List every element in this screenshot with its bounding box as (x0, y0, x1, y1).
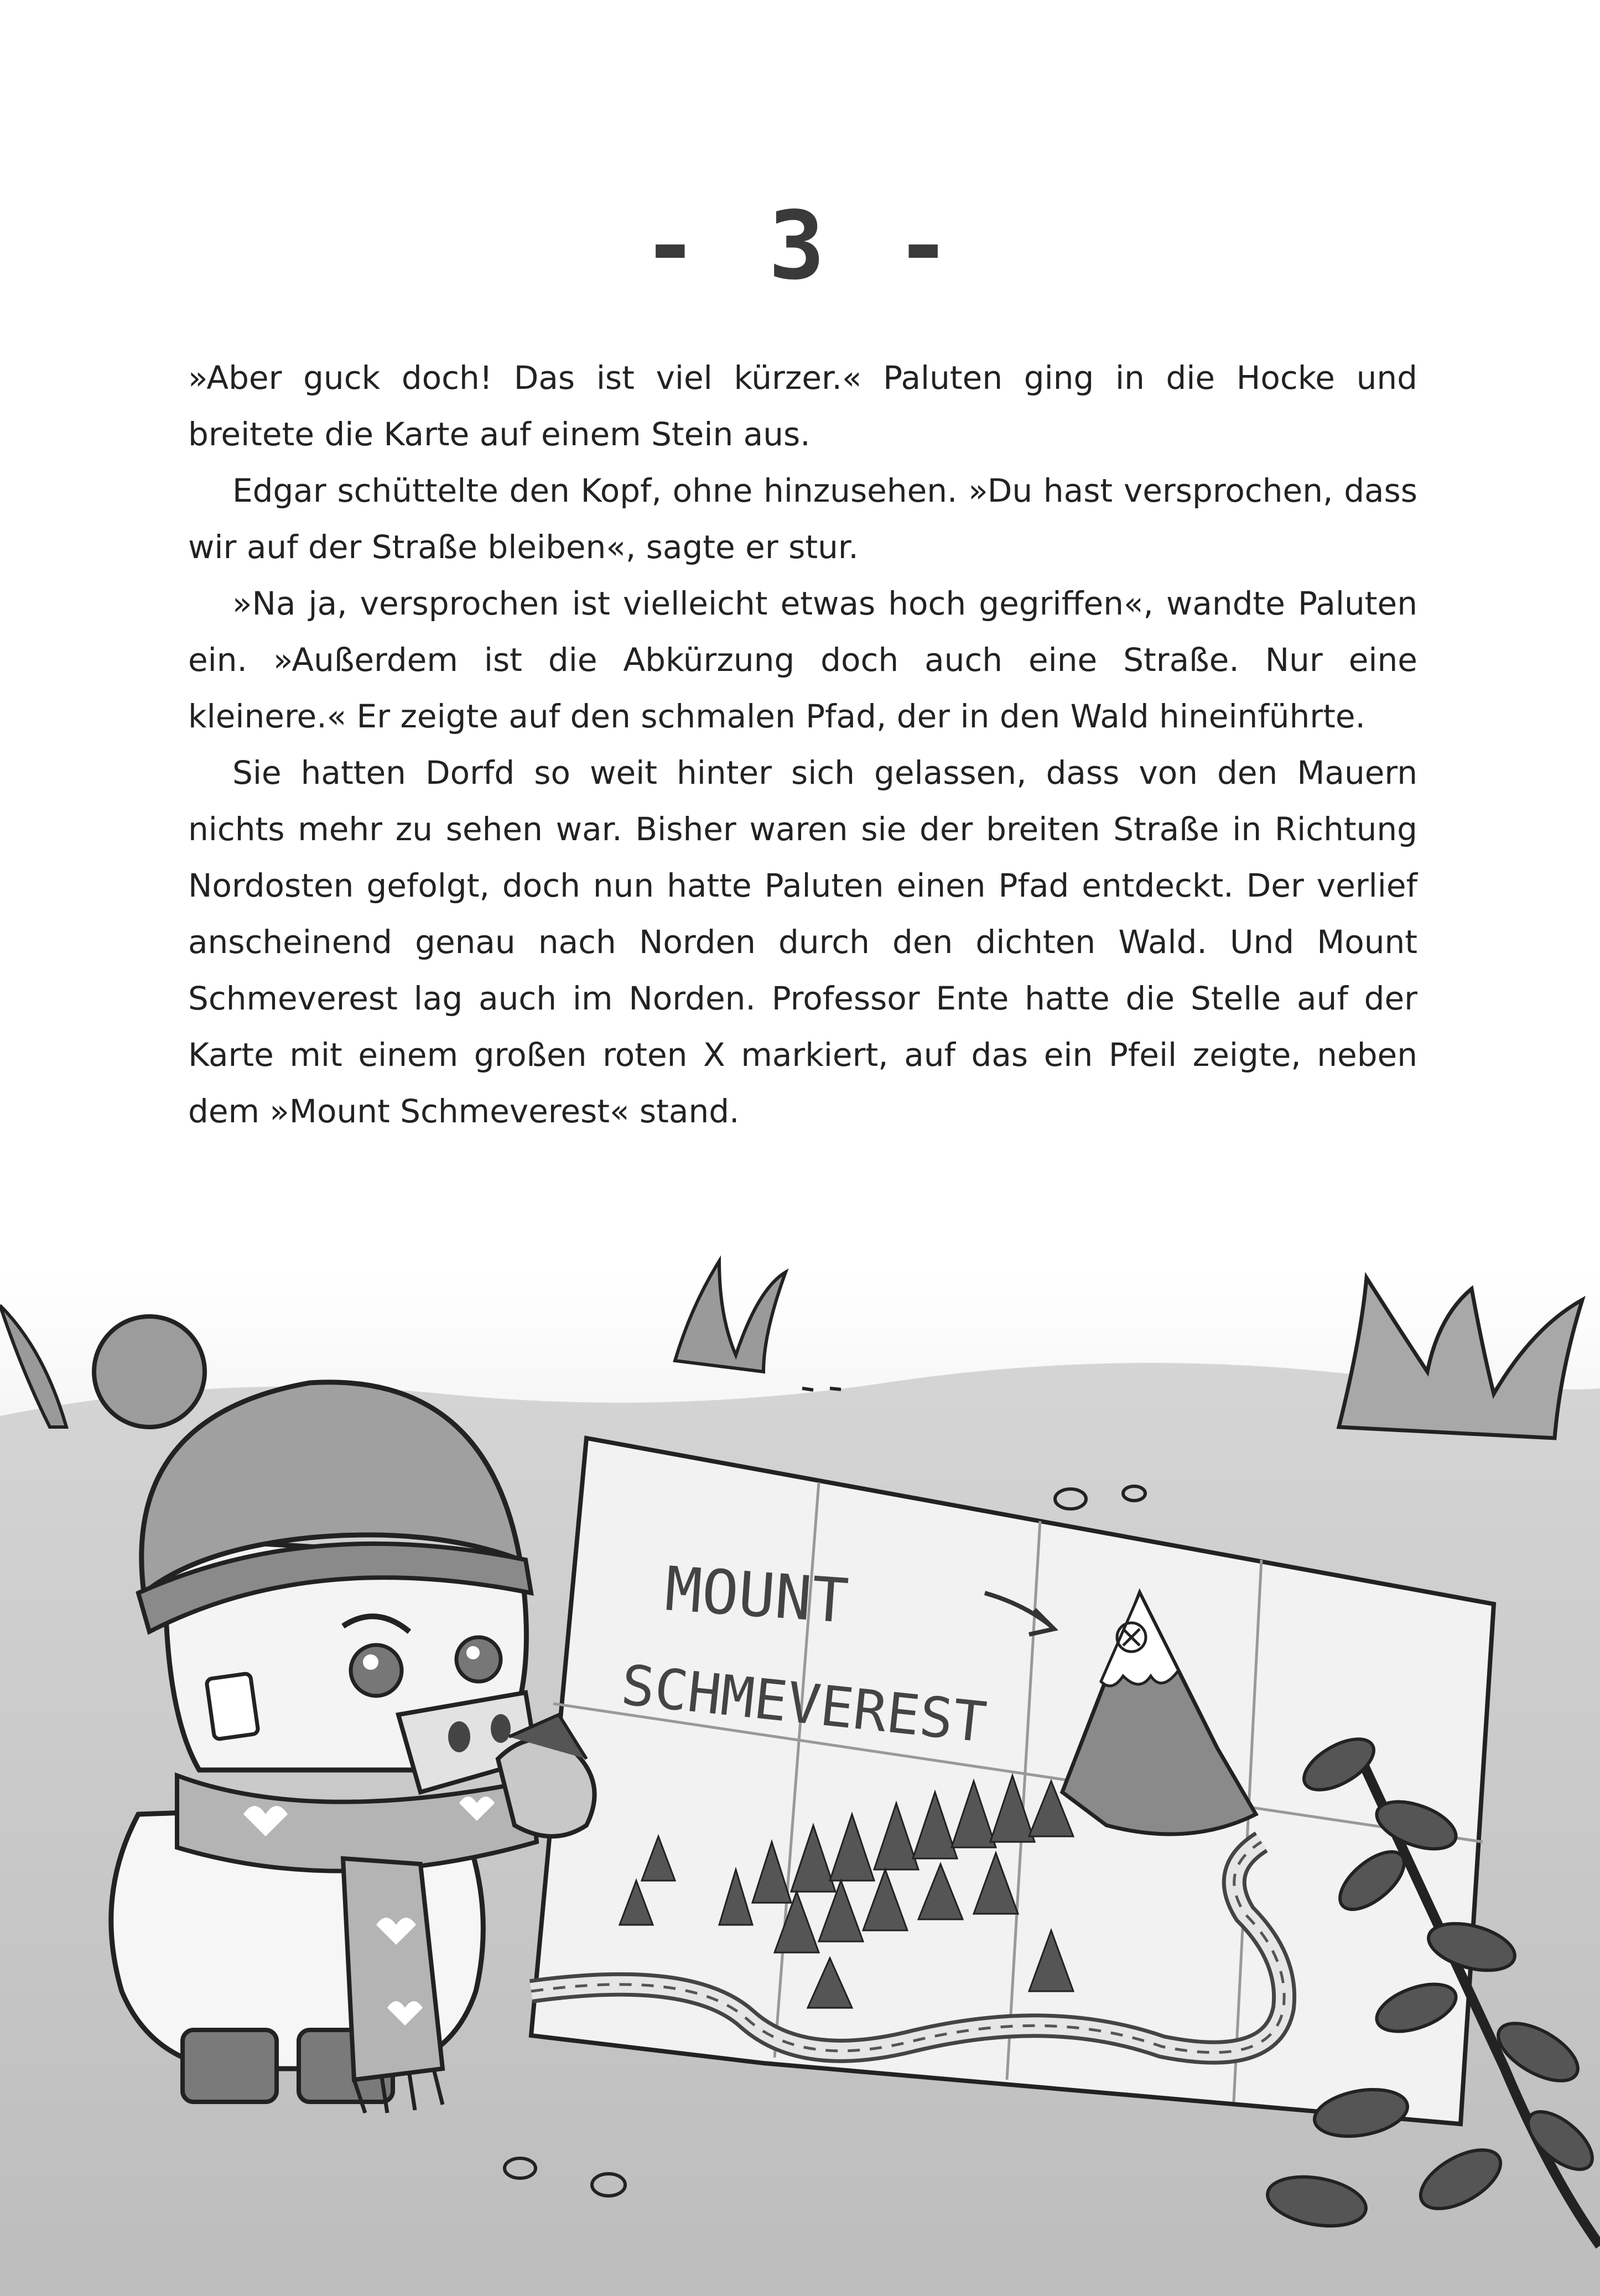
paragraph: Edgar schüttelte den Kopf, ohne hinzusehen. »Du hast versprochen, dass wir auf der Straße bleiben«, sagte er stur. (188, 472, 1417, 566)
map-label-line2: SCHMEVEREST (618, 1652, 990, 1756)
pompom (94, 1316, 205, 1427)
paragraph: »Na ja, versprochen ist vielleicht etwas hoch gegriffen«, wandte Paluten ein. »Außerdem ist die Abkürzung doch auch eine Straße. Nur eine kleinere.« Er zeigte auf den schmalen Pfad, der in den Wald hineinführte. (188, 585, 1417, 735)
paragraph: »Aber guck doch! Das ist viel kürzer.« Paluten ging in die Hocke und breitete die Karte auf einem Stein aus. (188, 359, 1417, 453)
illustration-pig-with-map (0, 1206, 1600, 2296)
body-text (188, 350, 1417, 1139)
paragraph: Sie hatten Dorfd so weit hinter sich gelassen, dass von den Mauern nichts mehr zu sehen war. Bisher waren sie der breiten Straße in Richtung Nordosten gefolgt, doch nun hatte Paluten einen Pfad entdeckt. Der verlief anscheinend genau nach Norden durch den dichten Wald. Und Mount Schmeverest lag auch im Norden. Professor Ente hatte die Stelle auf der Karte mit einem großen roten X markiert, auf das ein Pfeil zeigte, neben dem »Mount Schmeverest« stand. (188, 754, 1417, 1130)
map-label-line1: MOUNT (663, 1553, 851, 1637)
chapter-number: - 3 - (642, 191, 958, 301)
